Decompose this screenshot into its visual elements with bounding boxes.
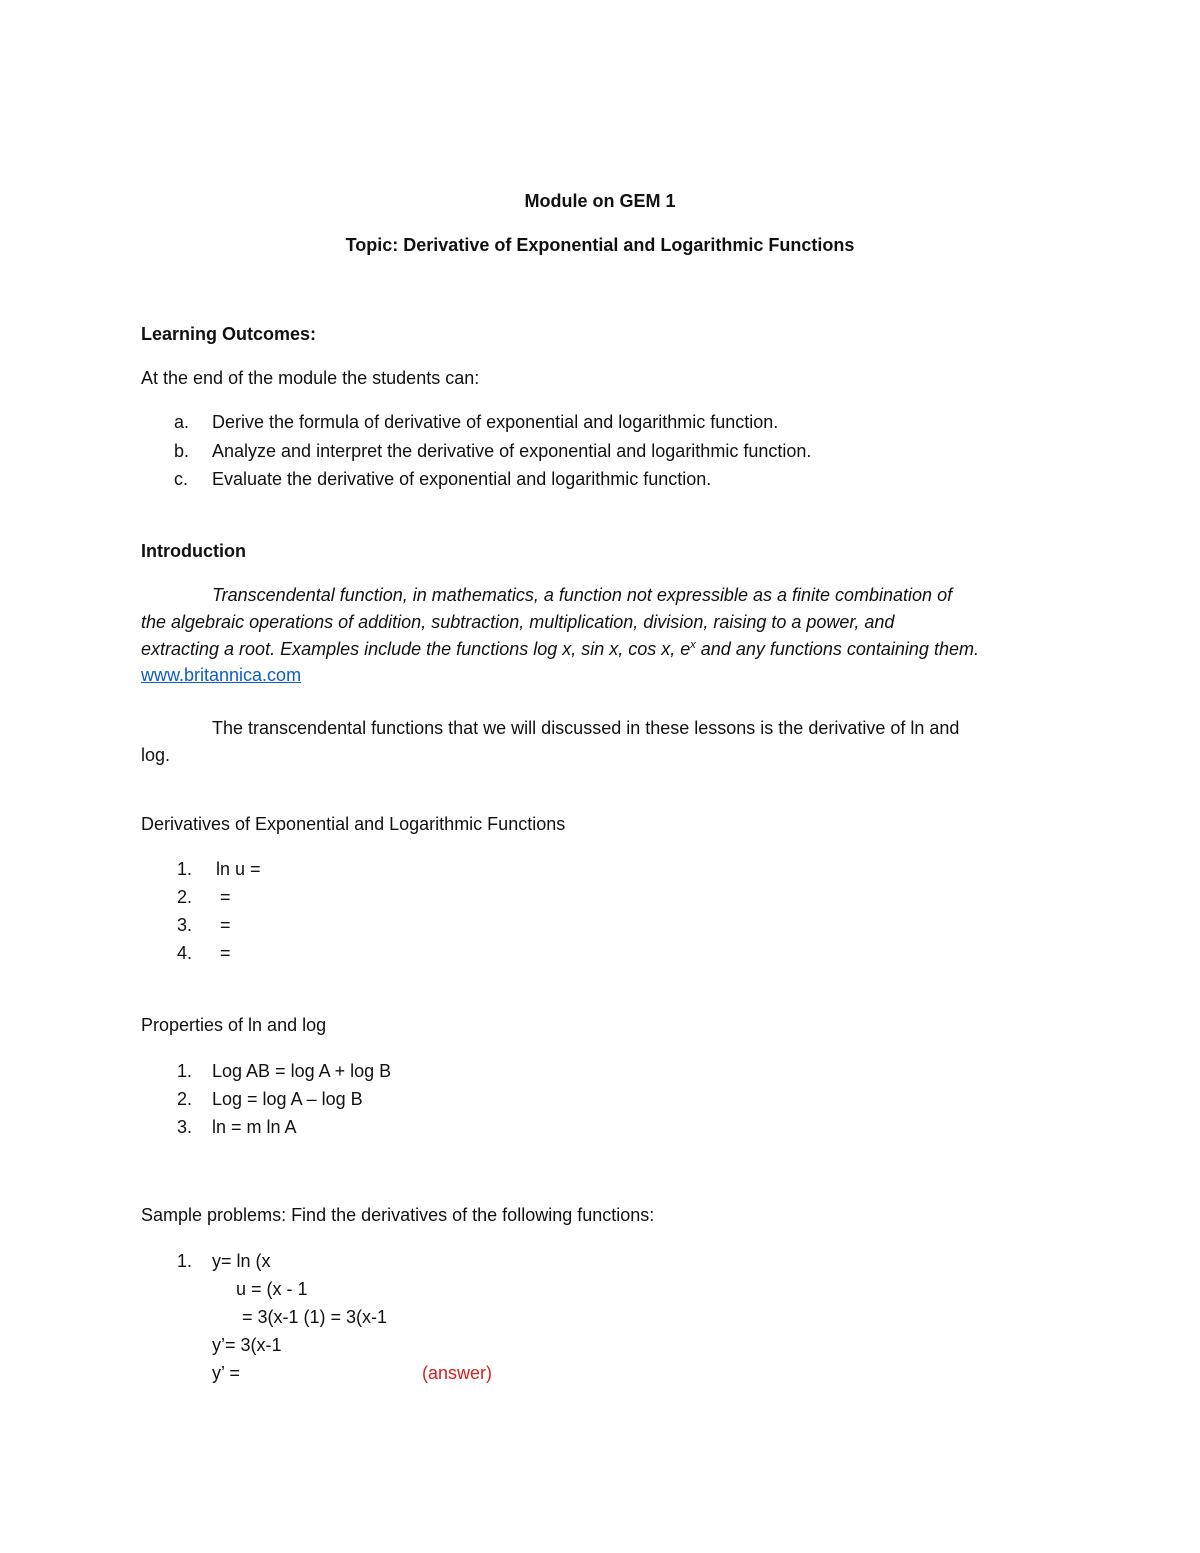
quote-text: and any functions containing them. bbox=[695, 639, 979, 659]
list-marker: a. bbox=[174, 412, 190, 432]
list-item: Derive the formula of derivative of exponential and logarithmic function. bbox=[212, 412, 779, 432]
list-marker: 1. bbox=[176, 859, 192, 879]
intro-paragraph-line: The transcendental functions that we will discussed in these lessons is the derivative of ln and bbox=[212, 718, 960, 738]
equation-line: y= ln (x bbox=[212, 1251, 271, 1271]
list-marker: 3. bbox=[176, 915, 192, 935]
introduction-heading: Introduction bbox=[141, 541, 246, 561]
list-item: ln u = bbox=[216, 859, 261, 879]
quote-text: extracting a root. Examples include the functions log x, sin x, cos x, e bbox=[141, 639, 691, 659]
list-marker: 3. bbox=[176, 1117, 192, 1137]
quote-line: Transcendental function, in mathematics, a function not expressible as a finite combination of bbox=[212, 585, 953, 605]
quote-line-with-superscript bbox=[141, 640, 979, 658]
list-item: Log AB = log A + log B bbox=[212, 1061, 392, 1081]
list-item: Analyze and interpret the derivative of exponential and logarithmic function. bbox=[212, 441, 812, 461]
topic-heading: Topic: Derivative of Exponential and Logarithmic Functions bbox=[345, 235, 855, 255]
intro-paragraph-line: log. bbox=[141, 745, 171, 765]
document-title: Module on GEM 1 bbox=[524, 191, 676, 211]
list-marker: b. bbox=[174, 441, 190, 461]
equation-line: = 3(x-1 (1) = 3(x-1 bbox=[242, 1307, 388, 1327]
list-marker: 4. bbox=[176, 943, 192, 963]
learning-outcomes-heading: Learning Outcomes: bbox=[141, 324, 317, 344]
properties-heading: Properties of ln and log bbox=[141, 1015, 327, 1035]
answer-label: (answer) bbox=[422, 1363, 493, 1383]
superscript-x: x bbox=[690, 639, 696, 651]
list-item: Evaluate the derivative of exponential and logarithmic function. bbox=[212, 469, 712, 489]
derivatives-heading: Derivatives of Exponential and Logarithmic Functions bbox=[141, 814, 566, 834]
list-marker: 2. bbox=[176, 1089, 192, 1109]
list-item: Log = log A – log B bbox=[212, 1089, 363, 1109]
list-item: = bbox=[220, 915, 231, 935]
list-marker: 1. bbox=[176, 1061, 192, 1081]
britannica-link[interactable]: www.britannica.com bbox=[141, 665, 302, 685]
list-marker: 1. bbox=[176, 1251, 192, 1271]
sample-problems-heading: Sample problems: Find the derivatives of the following functions: bbox=[141, 1205, 655, 1225]
quote-line: the algebraic operations of addition, subtraction, multiplication, division, raising to a power, and bbox=[141, 612, 895, 632]
list-marker: 2. bbox=[176, 887, 192, 907]
learning-outcomes-intro: At the end of the module the students can: bbox=[141, 368, 480, 388]
list-marker: c. bbox=[174, 469, 189, 489]
equation-line: y’= 3(x-1 bbox=[212, 1335, 282, 1355]
equation-line: u = (x - 1 bbox=[236, 1279, 308, 1299]
list-item: = bbox=[220, 887, 231, 907]
list-item: ln = m ln A bbox=[212, 1117, 297, 1137]
equation-line: y’ = bbox=[212, 1363, 240, 1383]
list-item: = bbox=[220, 943, 231, 963]
